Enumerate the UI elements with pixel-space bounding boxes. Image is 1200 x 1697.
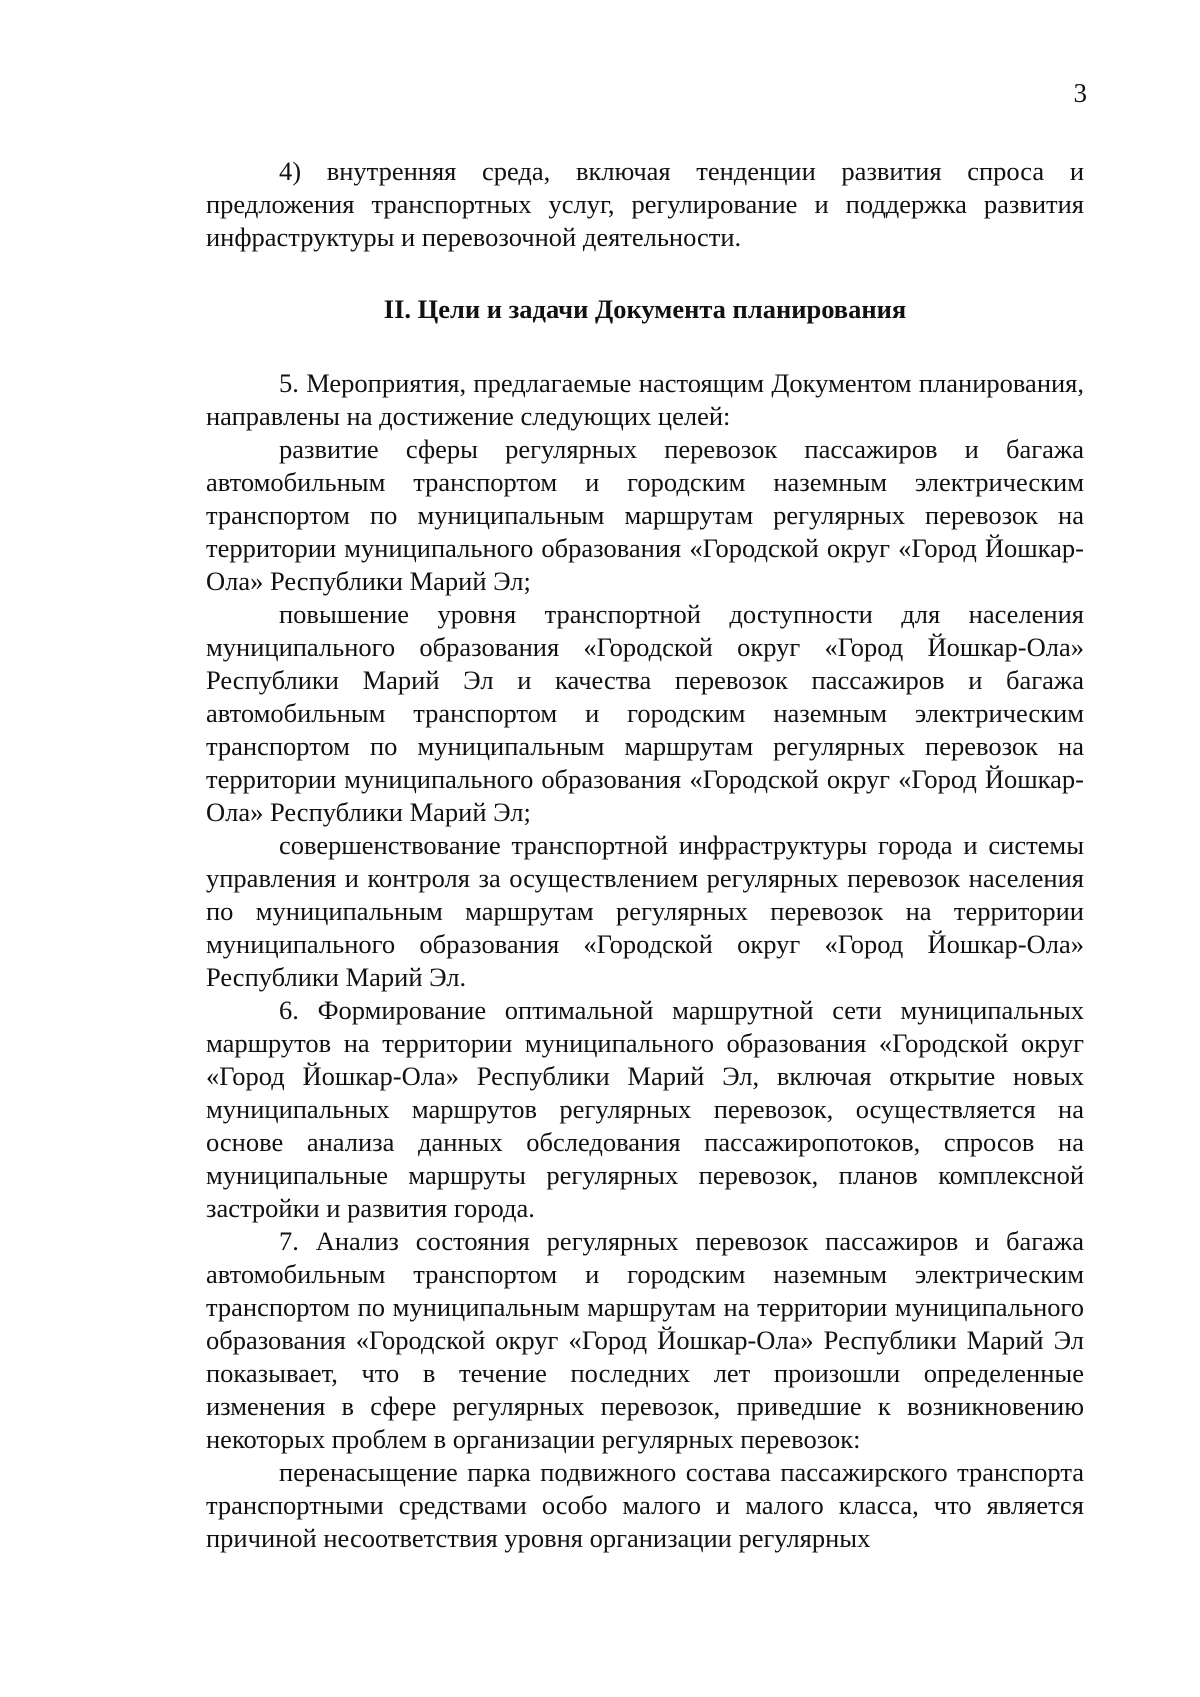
document-body bbox=[206, 155, 1084, 1555]
paragraph-goal-infrastructure: совершенствование транспортной инфраструктуры города и системы управления и контроля за осуществлением регулярных перевозок населения по муниципальным маршрутам регулярных перевозок на территории муниципального образования «Городской округ «Город Йошкар-Ола» Республики Марий Эл. bbox=[206, 830, 1084, 992]
paragraph-item-6: 6. Формирование оптимальной маршрутной сети муниципальных маршрутов на территории муниципального образования «Городской округ «Город Йошкар-Ола» Республики Марий Эл, включая открытие новых муниципальных маршрутов регулярных перевозок, осуществляется на основе анализа данных обследования пассажиропотоков, спросов на муниципальные маршруты регулярных перевозок, планов комплексной застройки и развития города. bbox=[206, 995, 1084, 1223]
paragraph-item-5: 5. Мероприятия, предлагаемые настоящим Документом планирования, направлены на достижение следующих целей: bbox=[206, 368, 1084, 431]
paragraph-goal-accessibility: повышение уровня транспортной доступности для населения муниципального образования «Городской округ «Город Йошкар-Ола» Республики Марий Эл и качества перевозок пассажиров и багажа автомобильным транспортом и городским наземным электрическим транспортом по муниципальным маршрутам регулярных перевозок на территории муниципального образования «Городской округ «Город Йошкар-Ола» Республики Марий Эл; bbox=[206, 599, 1084, 827]
paragraph-problem-fleet: перенасыщение парка подвижного состава пассажирского транспорта транспортными средствами особо малого и малого класса, что является причиной несоответствия уровня организации регулярных bbox=[206, 1457, 1084, 1553]
page-number: 3 bbox=[1073, 78, 1087, 108]
section-title: II. Цели и задачи Документа планирования bbox=[383, 294, 907, 324]
paragraph-item-4: 4) внутренняя среда, включая тенденции развития спроса и предложения транспортных услуг, регулирование и поддержка развития инфраструктуры и перевозочной деятельности. bbox=[206, 156, 1084, 252]
paragraph-goal-development: развитие сферы регулярных перевозок пассажиров и багажа автомобильным транспортом и городским наземным электрическим транспортом по муниципальным маршрутам регулярных перевозок на территории муниципального образования «Городской округ «Город Йошкар-Ола» Республики Марий Эл; bbox=[206, 434, 1084, 596]
paragraph-item-7: 7. Анализ состояния регулярных перевозок пассажиров и багажа автомобильным транспортом и городским наземным электрическим транспортом по муниципальным маршрутам на территории муниципального образования «Городской округ «Город Йошкар-Ола» Республики Марий Эл показывает, что в течение последних лет произошли определенные изменения в сфере регулярных перевозок, приведшие к возникновению некоторых проблем в организации регулярных перевозок: bbox=[206, 1226, 1084, 1454]
